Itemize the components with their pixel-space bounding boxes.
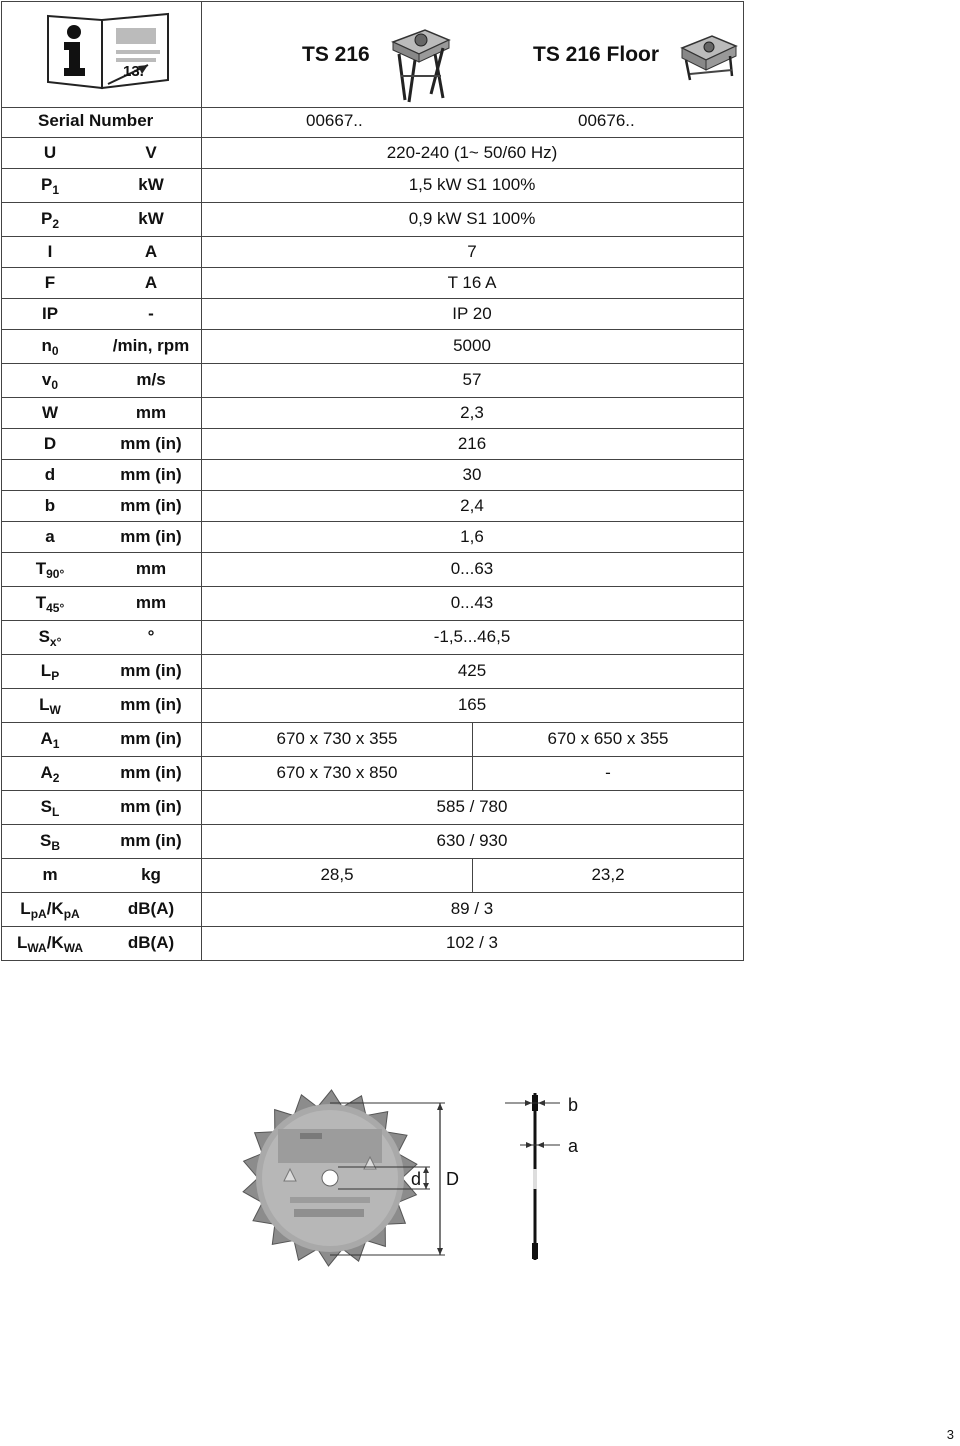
row-symbol: $A_2$ xyxy=(40,763,60,785)
row-unit: mm (in) xyxy=(120,695,182,714)
value-col-divider xyxy=(472,858,473,892)
row-unit: mm (in) xyxy=(120,763,182,782)
row-symbol: $L_P$ xyxy=(40,661,60,683)
table-row-divider xyxy=(1,428,744,429)
row-value: 0...63 xyxy=(450,559,494,578)
row-value: 1,5 kW S1 100% xyxy=(408,175,536,194)
row-value: 630 / 930 xyxy=(436,831,508,850)
row-value: T 16 A xyxy=(447,272,497,292)
row-value: 165 xyxy=(457,695,487,714)
row-unit: mm (in) xyxy=(120,526,182,546)
row-value: 220-240 (1~ 50/60 Hz) xyxy=(386,142,558,162)
table-row-divider xyxy=(1,552,744,553)
page-number: 3 xyxy=(946,1427,954,1442)
row-value: 89 / 3 xyxy=(450,899,494,918)
serial-number-label: Serial Number xyxy=(38,111,154,130)
row-unit: V xyxy=(145,142,157,162)
table-row-divider xyxy=(1,298,744,299)
row-unit: ° xyxy=(147,627,155,646)
row-value: 1,6 xyxy=(460,526,484,546)
row-symbol: I xyxy=(47,241,53,261)
row-value-right: - xyxy=(605,763,611,782)
row-unit: mm (in) xyxy=(120,495,182,515)
model-title-left: TS 216 xyxy=(302,43,370,66)
section-number: 13. xyxy=(123,63,144,80)
row-unit: mm (in) xyxy=(120,831,182,850)
row-value: 216 xyxy=(457,433,487,453)
row-value: 2,4 xyxy=(460,495,484,515)
table-row-divider xyxy=(1,824,744,825)
row-value-left: 670 x 730 x 850 xyxy=(276,763,398,782)
row-unit: /min, rpm xyxy=(112,336,190,355)
table-row-divider xyxy=(1,756,744,757)
table-row-divider xyxy=(1,926,744,927)
row-value: 585 / 780 xyxy=(436,797,508,816)
row-unit: mm xyxy=(135,402,167,422)
row-value: -1,5...46,5 xyxy=(433,627,511,646)
row-symbol: $A_1$ xyxy=(40,729,60,751)
serial-number-right: 00676.. xyxy=(578,111,635,130)
row-value: IP 20 xyxy=(452,303,492,323)
table-row-divider xyxy=(1,107,744,108)
row-symbol: $S_B$ xyxy=(39,831,61,853)
row-unit: mm xyxy=(135,593,167,612)
row-value: 7 xyxy=(467,241,477,261)
table-row-divider xyxy=(1,202,744,203)
table-row-divider xyxy=(1,363,744,364)
row-symbol: $v_0$ xyxy=(41,370,59,392)
row-unit: dB(A) xyxy=(127,899,175,918)
table-row-divider xyxy=(1,267,744,268)
row-unit: A xyxy=(144,241,158,261)
row-symbol: a xyxy=(45,526,55,546)
row-value: 0,9 kW S1 100% xyxy=(408,209,536,228)
row-unit: mm (in) xyxy=(120,464,182,484)
row-symbol: U xyxy=(43,142,57,162)
row-value-left: 28,5 xyxy=(320,865,354,884)
row-unit: - xyxy=(148,303,154,323)
table-row-divider xyxy=(1,236,744,237)
table-row-divider xyxy=(1,688,744,689)
table-row-divider xyxy=(1,722,744,723)
row-value-right: 670 x 650 x 355 xyxy=(547,729,669,748)
row-symbol: $S_{x^\circ}$ xyxy=(38,627,62,649)
label-b: b xyxy=(568,1095,579,1115)
row-symbol: W xyxy=(41,402,59,422)
row-symbol: $T_{90^\circ}$ xyxy=(35,559,65,581)
row-symbol: $L_{WA}/K_{WA}$ xyxy=(16,933,84,955)
table-row-divider xyxy=(1,654,744,655)
row-value: 2,3 xyxy=(460,402,484,422)
table-row-divider xyxy=(1,960,744,961)
table-row-divider xyxy=(1,790,744,791)
model-title-right: TS 216 Floor xyxy=(533,43,660,66)
row-symbol: b xyxy=(44,495,56,515)
row-symbol: $P_2$ xyxy=(40,209,60,231)
table-row-divider xyxy=(1,586,744,587)
row-value-right: 23,2 xyxy=(591,865,625,884)
row-unit: m/s xyxy=(136,370,166,389)
table-row-divider xyxy=(1,620,744,621)
table-border xyxy=(1,1,744,961)
table-row-divider xyxy=(1,168,744,169)
row-symbol: $T_{45^\circ}$ xyxy=(35,593,65,615)
row-symbol: $L_{pA}/K_{pA}$ xyxy=(20,899,80,921)
label-D: D xyxy=(446,1169,459,1189)
row-value: 30 xyxy=(462,464,482,484)
row-unit: kW xyxy=(138,175,164,194)
row-value-left: 670 x 730 x 355 xyxy=(276,729,398,748)
row-symbol: D xyxy=(43,433,57,453)
row-symbol: m xyxy=(42,865,58,884)
row-value: 425 xyxy=(457,661,487,680)
table-row-divider xyxy=(1,892,744,893)
row-unit: kW xyxy=(138,209,164,228)
table-row-divider xyxy=(1,490,744,491)
row-symbol: IP xyxy=(41,303,59,323)
row-value: 5000 xyxy=(453,336,491,355)
row-unit: A xyxy=(144,272,158,292)
row-symbol: d xyxy=(44,464,56,484)
row-unit: mm (in) xyxy=(120,661,182,680)
row-symbol: $S_L$ xyxy=(40,797,60,819)
label-a: a xyxy=(568,1136,579,1156)
row-symbol: $P_1$ xyxy=(40,175,60,197)
row-unit: mm (in) xyxy=(120,797,182,816)
row-unit: mm xyxy=(135,559,167,578)
table-row-divider xyxy=(1,459,744,460)
row-unit: kg xyxy=(141,865,161,884)
row-symbol: F xyxy=(44,272,56,292)
serial-number-left: 00667.. xyxy=(306,111,363,130)
table-row-divider xyxy=(1,521,744,522)
row-symbol: $L_W$ xyxy=(39,695,61,717)
row-unit: mm (in) xyxy=(120,433,182,453)
table-row-divider xyxy=(1,858,744,859)
row-unit: mm (in) xyxy=(120,729,182,748)
row-symbol: $n_0$ xyxy=(41,336,59,358)
row-unit: dB(A) xyxy=(127,933,175,952)
row-value: 0...43 xyxy=(450,593,494,612)
table-row-divider xyxy=(1,329,744,330)
row-value: 102 / 3 xyxy=(446,933,498,952)
table-row-divider xyxy=(1,137,744,138)
value-col-divider xyxy=(472,722,473,790)
table-col-divider xyxy=(201,1,202,961)
label-d: d xyxy=(411,1169,422,1189)
row-value: 57 xyxy=(462,370,482,389)
table-row-divider xyxy=(1,397,744,398)
